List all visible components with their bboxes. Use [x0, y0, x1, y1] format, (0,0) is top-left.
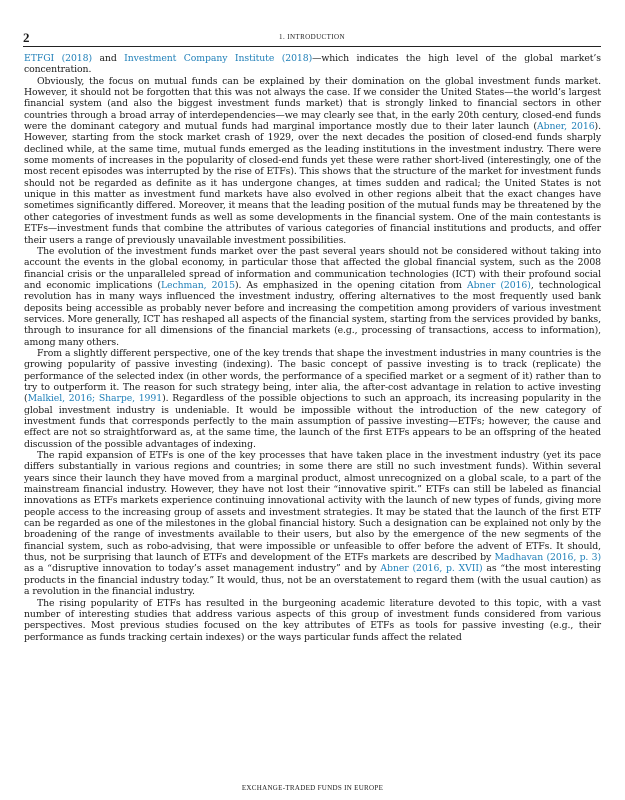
paragraph-text: , technological revolution has in many ways influenced the investment industry, offering alternatives to the most frequently used bank deposits being accessible as probably never before and increasing the competition among providers of various investment services. More generally, ICT has reshaped all aspects of the financial system, starting from the services provided by banks, through to insurance for all dimensions of the financial markets (e.g., processing of transactions, access to information), among many others. — [24, 279, 602, 348]
body-text — [24, 53, 601, 643]
citation-link[interactable]: Malkiel, 2016; Sharpe, 1991 — [27, 393, 163, 405]
paragraph-text: The rising popularity of ETFs has resulted in the burgeoning academic literature devoted to this topic, with a vast number of interesting studies that address various aspects of this group of investment funds considered from various perspectives. Most previous studies focused on the key attributes of ETFs as tools for passive investing (e.g., their performance as funds tracking certain indexes) or the ways particular funds affect the related — [24, 597, 601, 643]
running-head: 1. INTRODUCTION — [279, 33, 345, 41]
paragraph — [24, 246, 601, 348]
citation-link[interactable]: Abner (2016, p. XVII) — [380, 563, 483, 575]
paragraph-text: The evolution of the investment funds market over the past several years should not be considered without taking into account the events in the global economy, in particular those that affected the global financial system, such as the 2008 financial crisis or the unparalleled spread of information and communication technologies (ICT) with their profound social and economic implications ( — [24, 245, 601, 291]
paragraph — [24, 598, 601, 643]
citation-link[interactable]: Abner, 2016 — [536, 121, 595, 133]
page-number: 2 — [23, 30, 30, 45]
paragraph — [24, 348, 601, 450]
paragraph-text: ). Regardless of the possible objections to such an approach, its increasing popularity in the global investment industry is undeniable. It would be impossible without the introduction of the new category of investment funds that corresponds perfectly to the main assumption of passive investing—ETFs; however, the cause and effect are not so straightforward as, at the same time, the launch of the first ETFs appears to be an offspring of the heated discussion of the possible advantages of indexing. — [24, 393, 602, 450]
paragraph — [24, 53, 601, 76]
running-footer: EXCHANGE-TRADED FUNDS IN EUROPE — [241, 784, 384, 792]
paragraph-text: The rapid expansion of ETFs is one of the key processes that have taken place in the investment industry (yet its pace differs substantially in various regions and countries; in some there are still no such investment funds). Within several years since their launch they have moved from a marginal product, almost unrecognized on a global scale, to a part of the mainstream financial industry. However, they have not lost their “innovative spirit.” ETFs can still be labeled as financial innovations as ETFs markets experience continuing innovational activity with the launch of new types of funds, giving more people access to the increasing group of assets and investment strategies. It may be stated that the launch of the first ETF can be regarded as one of the milestones in the global financial history. Such a designation can be explained not only by the broadening of the range of investments available to their users, but also by the emergence of the new segments of the financial system, such as robo-advising, that were impossible or unfeasible to offer before the advent of ETFs. It should, thus, not be surprising that launch of ETFs and development of the ETFs markets are described by — [24, 450, 601, 564]
paragraph — [24, 450, 601, 597]
paragraph-text: From a slightly different perspective, one of the key trends that shape the investment industries in many countries is the growing popularity of passive investing (indexing). The basic concept of passive investing is to track (replicate) the performance of the selected index (in other words, the performance of a specified market or a segment of it) rather than to try to outperform it. The reason for such strategy being, inter alia, the after-cost advantage in relation to active investing ( — [24, 347, 601, 405]
paragraph-text: as a “disruptive innovation to today’s asset management industry” and by — [24, 563, 381, 575]
page-header — [23, 30, 601, 47]
citation-link[interactable]: Abner (2016) — [467, 279, 531, 291]
citation-link[interactable]: ETFGI (2018) — [24, 53, 93, 64]
paragraph-text: as “the most interesting products in the financial industry today.” It would, thus, not be an overstatement to regard them (with the usual caution) as a revolution in the financial industry. — [24, 563, 601, 598]
paragraph — [24, 76, 601, 246]
citation-link[interactable]: Investment Company Institute (2018) — [124, 53, 313, 64]
paragraph-text: ). However, starting from the stock market crash of 1929, over the next decades the position of closed-end funds sharply declined while, at the same time, mutual funds emerged as the leading institutions in the investment industry. There were some moments of increases in the popularity of closed-end funds yet these were rather short-lived (interestingly, one of the most recent episodes was interrupted by the rise of ETFs). This shows that the structure of the market for investment funds should not be regarded as definite as it has undergone changes, at times sudden and radical; the United States is not unique in this matter as investment fund markets have also evolved in other regions albeit that the exact changes have sometimes significantly differed. Moreover, it means that the leading position of the mutual funds may be threatened by the other categories of investment funds as well as some developments in the financial system. One of the main contestants is ETFs—investment funds that combine the attributes of various categories of financial institutions and products, and offer their users a range of previously unavailable investment possibilities. — [24, 121, 601, 246]
paragraph-text: Obviously, the focus on mutual funds can be explained by their domination on the global investment funds market. However, it should not be forgotten that this was not always the case. If we consider the United States—the world’s largest financial system (and also the biggest investment funds market) that is strongly linked to financial sectors in other countries through a broad array of interdependencies—we may clearly see that, in the early 20th century, closed-end funds were the dominant category and mutual funds had marginal importance mostly due to their later launch ( — [24, 75, 601, 133]
paragraph-text: and — [92, 53, 125, 64]
paragraph-text: —which indicates the high level of the global market’s concentration. — [24, 53, 601, 76]
citation-link[interactable]: Lechman, 2015 — [160, 279, 235, 291]
citation-link[interactable]: Madhavan (2016, p. 3) — [494, 552, 602, 564]
paragraph-text: ). As emphasized in the opening citation from — [234, 279, 468, 291]
